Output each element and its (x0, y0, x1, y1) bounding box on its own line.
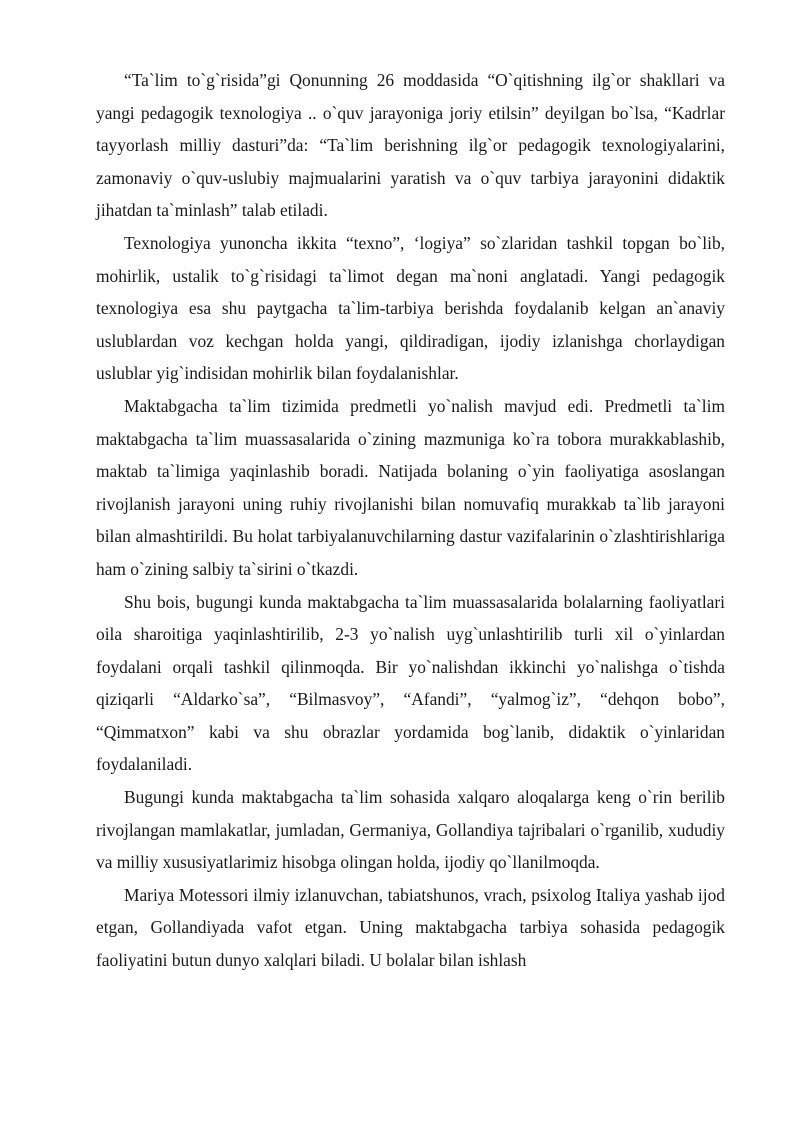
paragraph-technology-definition: Texnologiya yunoncha ikkita “texno”, ‘logiya” so`zlaridan tashkil topgan bo`lib, mohirlik, ustalik to`g`risidagi ta`limot degan ma`noni anglatadi. Yangi pedagogik texnologiya esa shu paytgacha ta`lim-tarbiya berishda foydalanib kelgan an`anaviy uslublardan voz kechgan holda yangi, qildiradigan, ijodiy izlanishga chorlaydigan uslublar yig`indisidan mohirlik bilan foydalanishlar. (96, 232, 725, 384)
paragraph-education-law: “Ta`lim to`g`risida”gi Qonunning 26 moddasida “O`qitishning ilg`or shakllari va yangi pedagogik texnologiya .. o`quv jarayoniga joriy etilsin” deyilgan bo`lsa, “Kadrlar tayyorlash milliy dasturi”da: “Ta`lim berishning ilg`or pedagogik texnologiyalarini, zamonaviy o`quv-uslubiy majmualarini yaratish va o`quv tarbiya jarayonini didaktik jihatdan ta`minlash” talab etiladi. (96, 70, 725, 221)
paragraph-maria-montessori: Mariya Motessori ilmiy izlanuvchan, tabiatshunos, vrach, psixolog Italiya yashab ijod etgan, Gollandiyada vafot etgan. Uning maktabgacha tarbiya sohasida pedagogik faoliyatini butun dunyo xalqlari biladi. U bolalar bilan ishlash (96, 884, 725, 971)
paragraph-international-relations: Bugungi kunda maktabgacha ta`lim sohasida xalqaro aloqalarga keng o`rin berilib rivojlangan mamlakatlar, jumladan, Germaniya, Gollandiya tajribalari o`rganilib, xududiy va milliy xususiyatlarimiz hisobga olingan holda, ijodiy qo`llanilmoqda. (96, 787, 725, 873)
paragraph-activities-today: Shu bois, bugungi kunda maktabgacha ta`lim muassasalarida bolalarning faoliyatlari oila sharoitiga yaqinlashtirilib, 2-3 yo`nalish uyg`unlashtirilib turli xil o`yinlardan foydalani orqali tashkil qilinmoqda. Bir yo`nalishdan ikkinchi yo`nalishga o`tishda qiziqarli “Aldarko`sa”, “Bilmasvoy”, “Afandi”, “yalmog`iz”, “dehqon bobo”, “Qimmatxon” kabi va shu obrazlar yordamida bog`lanib, didaktik o`yinlaridan foydalaniladi. (96, 591, 725, 775)
document-page (96, 64, 725, 977)
paragraph-subject-direction: Maktabgacha ta`lim tizimida predmetli yo`nalish mavjud edi. Predmetli ta`lim maktabgacha ta`lim muassasalarida o`zining mazmuniga ko`ra tobora murakkablashib, maktab ta`limiga yaqinlashib boradi. Natijada bolaning o`yin faoliyatiga asoslangan rivojlanish jarayoni uning ruhiy rivojlanishi bilan nomuvafiq murakkab ta`lib jarayoni bilan almashtirildi. Bu holat tarbiyalanuvchilarning dastur vazifalarinin o`zlashtirishlariga ham o`zining salbiy ta`sirini o`tkazdi. (96, 395, 725, 579)
